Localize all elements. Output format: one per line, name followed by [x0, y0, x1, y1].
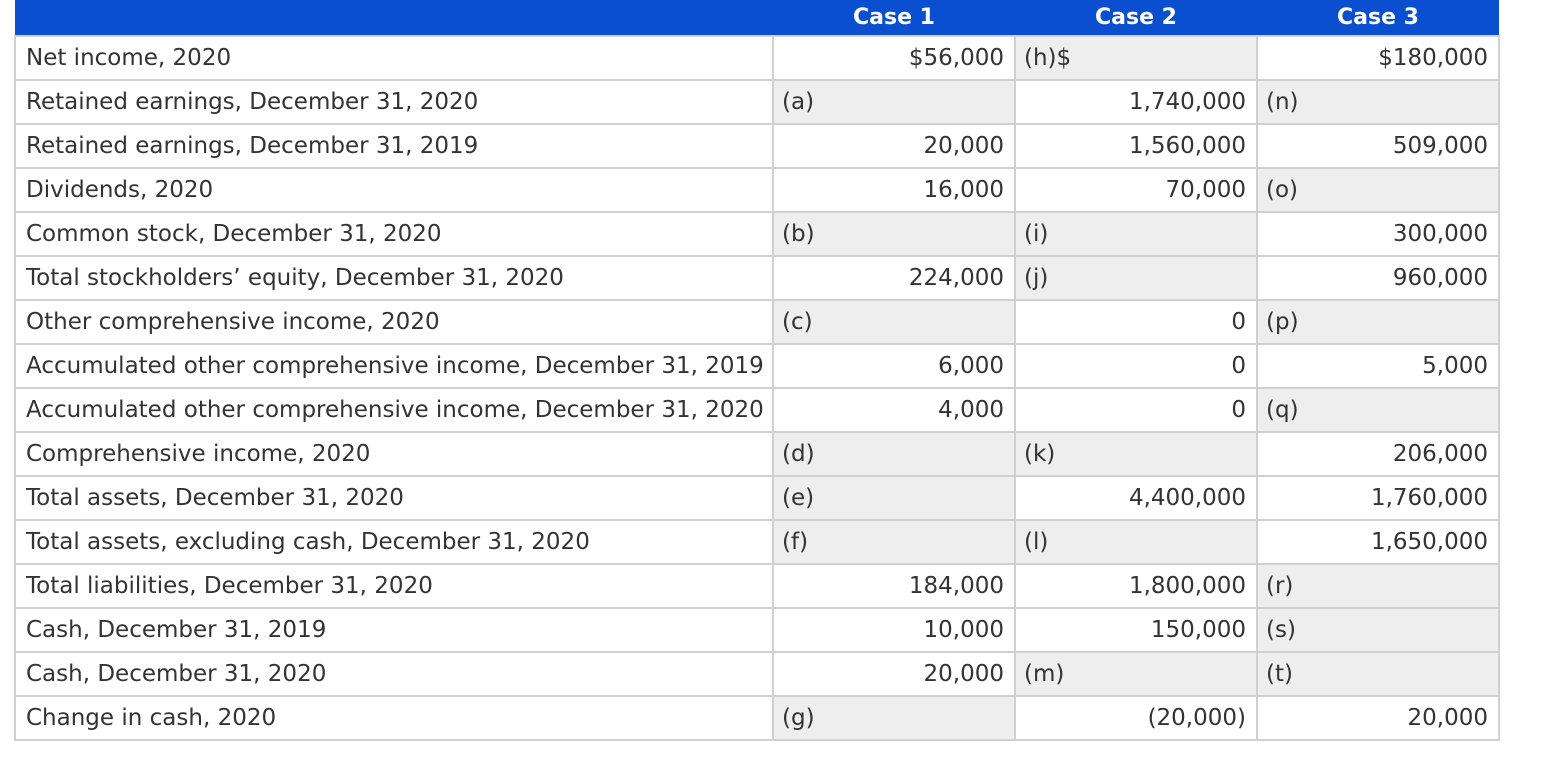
cell-value: 206,000: [1392, 441, 1488, 467]
row-label: Cash, December 31, 2019: [15, 608, 773, 652]
answer-marker: (j): [1024, 265, 1049, 291]
table-row: [15, 696, 1499, 740]
answer-marker: (e): [782, 485, 815, 511]
answer-marker: (i): [1024, 221, 1049, 247]
row-label: Retained earnings, December 31, 2020: [15, 80, 773, 124]
cell-case-2: [1015, 344, 1257, 388]
table-row: [15, 388, 1499, 432]
answer-marker: (a): [782, 89, 815, 115]
cell-case-2: [1015, 652, 1257, 696]
header-blank: [15, 0, 773, 36]
cell-case-3: [1257, 124, 1499, 168]
cell-value: 20,000: [923, 661, 1004, 687]
cell-case-2: [1015, 564, 1257, 608]
table-row: [15, 520, 1499, 564]
table-row: [15, 212, 1499, 256]
answer-marker: (m): [1024, 661, 1065, 687]
cell-case-3: [1257, 256, 1499, 300]
cell-value: 5,000: [1422, 353, 1488, 379]
cell-case-2: [1015, 36, 1257, 80]
cell-value: 10,000: [923, 617, 1004, 643]
table-row: [15, 168, 1499, 212]
answer-marker: (g): [782, 705, 815, 731]
cell-value: 1,650,000: [1370, 529, 1488, 555]
row-label: Cash, December 31, 2020: [15, 652, 773, 696]
row-label: Total stockholders’ equity, December 31, 2020: [15, 256, 773, 300]
table-row: [15, 564, 1499, 608]
cell-case-1: [773, 256, 1015, 300]
cell-case-2: [1015, 696, 1257, 740]
table-header: [15, 0, 1499, 36]
cell-case-1: [773, 520, 1015, 564]
row-label: Comprehensive income, 2020: [15, 432, 773, 476]
cell-case-1: [773, 696, 1015, 740]
cell-case-2: [1015, 124, 1257, 168]
cell-case-3: [1257, 696, 1499, 740]
cell-value: $180,000: [1378, 45, 1488, 71]
cell-case-3: [1257, 652, 1499, 696]
cell-value: 1,740,000: [1128, 89, 1246, 115]
financial-cases-table: [14, 0, 1500, 741]
cell-case-3: [1257, 36, 1499, 80]
cell-case-1: [773, 168, 1015, 212]
cell-case-3: [1257, 212, 1499, 256]
row-label: Accumulated other comprehensive income, December 31, 2020: [15, 388, 773, 432]
answer-marker: (s): [1266, 617, 1296, 643]
cell-case-2: [1015, 212, 1257, 256]
cell-case-2: [1015, 432, 1257, 476]
row-label: Dividends, 2020: [15, 168, 773, 212]
cell-case-1: [773, 212, 1015, 256]
cell-case-1: [773, 80, 1015, 124]
cell-case-3: [1257, 344, 1499, 388]
cell-case-3: [1257, 520, 1499, 564]
cell-case-1: [773, 608, 1015, 652]
header-row: [15, 0, 1499, 36]
row-label: Accumulated other comprehensive income, December 31, 2019: [15, 344, 773, 388]
answer-marker: (c): [782, 309, 813, 335]
table-body: [15, 36, 1499, 740]
cell-case-2: [1015, 256, 1257, 300]
row-label: Total liabilities, December 31, 2020: [15, 564, 773, 608]
answer-marker: (b): [782, 221, 815, 247]
table-row: [15, 300, 1499, 344]
header-case-3: Case 3: [1257, 0, 1499, 36]
answer-marker: (o): [1266, 177, 1299, 203]
answer-marker: (p): [1266, 309, 1299, 335]
cell-case-1: [773, 36, 1015, 80]
table-row: [15, 124, 1499, 168]
answer-marker: (t): [1266, 661, 1293, 687]
cell-value: 960,000: [1392, 265, 1488, 291]
cell-case-1: [773, 300, 1015, 344]
table-row: [15, 432, 1499, 476]
cell-case-2: [1015, 388, 1257, 432]
cell-case-3: [1257, 80, 1499, 124]
cell-value: 4,400,000: [1128, 485, 1246, 511]
cell-case-2: [1015, 168, 1257, 212]
cell-case-3: [1257, 432, 1499, 476]
answer-marker: (l): [1024, 529, 1049, 555]
cell-value: 20,000: [1407, 705, 1488, 731]
cell-value: 150,000: [1150, 617, 1246, 643]
cell-value: 70,000: [1165, 177, 1246, 203]
cell-value: 0: [1231, 397, 1246, 423]
answer-marker: (r): [1266, 573, 1294, 599]
cell-case-3: [1257, 608, 1499, 652]
row-label: Common stock, December 31, 2020: [15, 212, 773, 256]
table-row: [15, 652, 1499, 696]
table-row: [15, 476, 1499, 520]
answer-marker: (n): [1266, 89, 1299, 115]
row-label: Other comprehensive income, 2020: [15, 300, 773, 344]
cell-value: 20,000: [923, 133, 1004, 159]
cell-value: 6,000: [938, 353, 1004, 379]
cell-case-2: [1015, 300, 1257, 344]
cell-value: 509,000: [1392, 133, 1488, 159]
header-case-2: Case 2: [1015, 0, 1257, 36]
cell-case-3: [1257, 300, 1499, 344]
cell-value: 1,760,000: [1370, 485, 1488, 511]
cell-value: 4,000: [938, 397, 1004, 423]
table-row: [15, 256, 1499, 300]
row-label: Total assets, excluding cash, December 31, 2020: [15, 520, 773, 564]
cell-value: $56,000: [908, 45, 1004, 71]
cell-value: 184,000: [908, 573, 1004, 599]
cell-value: (20,000): [1147, 705, 1246, 731]
cell-case-1: [773, 124, 1015, 168]
table-row: [15, 80, 1499, 124]
cell-case-2: [1015, 80, 1257, 124]
cell-value: 300,000: [1392, 221, 1488, 247]
cell-value: 0: [1231, 309, 1246, 335]
table-row: [15, 608, 1499, 652]
table-row: [15, 344, 1499, 388]
cell-case-2: [1015, 476, 1257, 520]
cell-case-1: [773, 652, 1015, 696]
cell-case-3: [1257, 476, 1499, 520]
cell-value: 224,000: [908, 265, 1004, 291]
answer-marker: (d): [782, 441, 815, 467]
row-label: Change in cash, 2020: [15, 696, 773, 740]
cell-case-1: [773, 476, 1015, 520]
cell-case-3: [1257, 168, 1499, 212]
cell-value: 0: [1231, 353, 1246, 379]
cell-case-2: [1015, 520, 1257, 564]
answer-marker: (h)$: [1024, 45, 1072, 71]
cell-case-1: [773, 344, 1015, 388]
table-row: [15, 36, 1499, 80]
answer-marker: (f): [782, 529, 809, 555]
cell-case-3: [1257, 564, 1499, 608]
answer-marker: (k): [1024, 441, 1056, 467]
cell-case-3: [1257, 388, 1499, 432]
cell-value: 16,000: [923, 177, 1004, 203]
cell-value: 1,560,000: [1128, 133, 1246, 159]
row-label: Total assets, December 31, 2020: [15, 476, 773, 520]
header-case-1: Case 1: [773, 0, 1015, 36]
cell-case-1: [773, 388, 1015, 432]
cell-case-1: [773, 564, 1015, 608]
row-label: Net income, 2020: [15, 36, 773, 80]
cell-value: 1,800,000: [1128, 573, 1246, 599]
cell-case-1: [773, 432, 1015, 476]
row-label: Retained earnings, December 31, 2019: [15, 124, 773, 168]
answer-marker: (q): [1266, 397, 1299, 423]
cell-case-2: [1015, 608, 1257, 652]
